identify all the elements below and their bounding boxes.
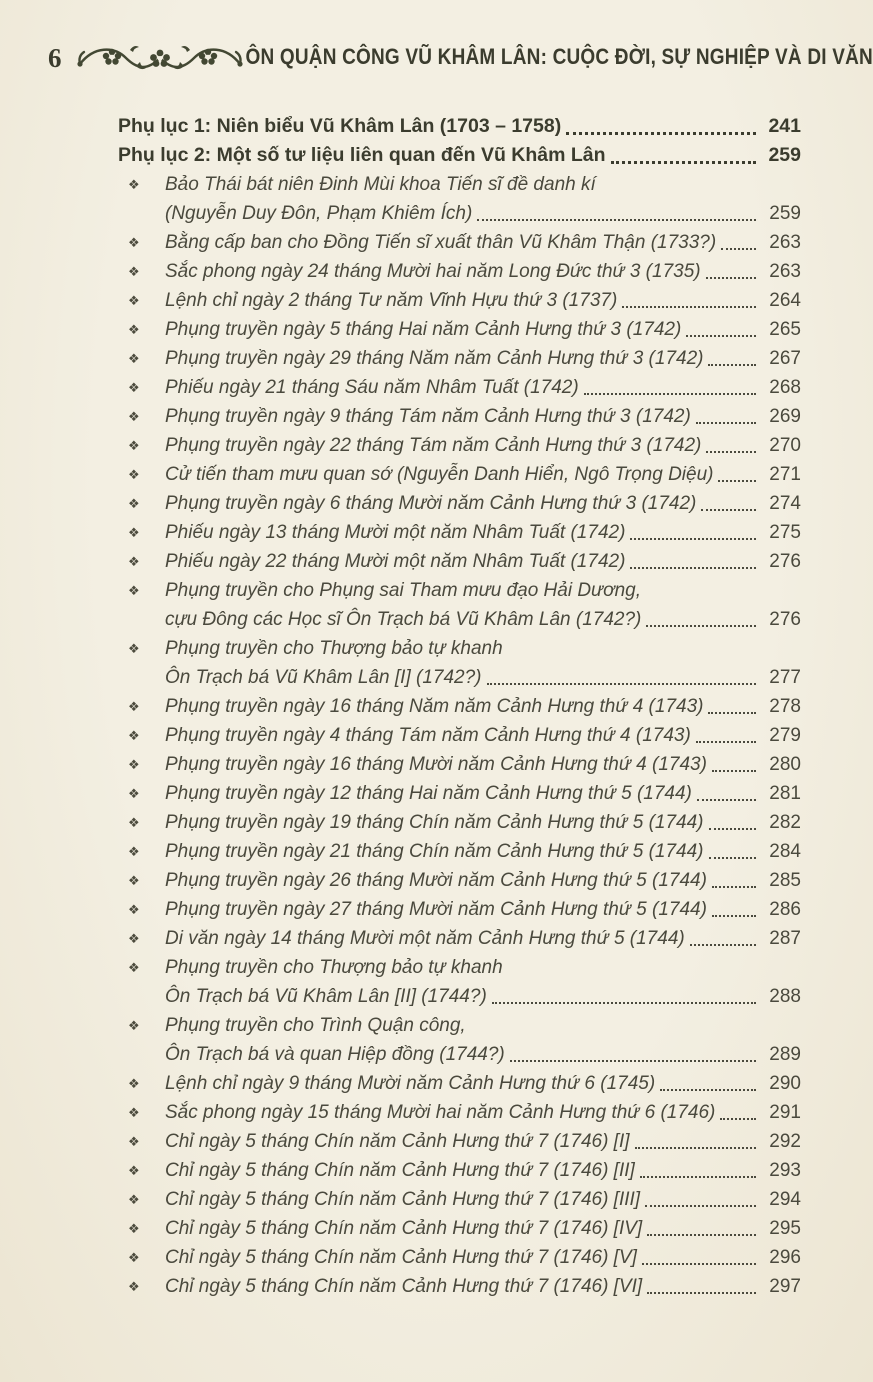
toc-entry	[118, 1242, 801, 1271]
toc-entry	[118, 517, 801, 546]
toc-entry-title: Phụng truyền ngày 6 tháng Mười năm Cảnh Hưng thứ 3 (1742)	[165, 493, 697, 514]
toc-entry-title: Chỉ ngày 5 tháng Chín năm Cảnh Hưng thứ 7 (1746) [II]	[165, 1160, 635, 1181]
toc-entry	[118, 1213, 801, 1242]
dot-leader	[712, 886, 756, 888]
toc-page-number: 271	[769, 464, 801, 485]
toc-entry-line	[118, 604, 801, 633]
diamond-bullet-icon: ❖	[128, 1221, 140, 1236]
diamond-bullet-icon: ❖	[128, 786, 140, 801]
diamond-bullet-icon: ❖	[128, 525, 140, 540]
toc-entry	[118, 952, 801, 1010]
toc-page-number: 263	[769, 261, 801, 282]
toc-page-number: 259	[768, 144, 801, 166]
dot-leader	[584, 393, 756, 395]
toc-entry-title: Ôn Trạch bá Vũ Khâm Lân [I] (1742?)	[165, 667, 482, 688]
toc-entry-line	[118, 256, 801, 285]
toc-entry-title: Phiếu ngày 21 tháng Sáu năm Nhâm Tuất (1742)	[165, 377, 579, 398]
toc-entry-line	[118, 691, 801, 720]
toc-entry-title: Phụng truyền cho Thượng bảo tự khanh	[165, 638, 503, 659]
diamond-bullet-icon: ❖	[128, 380, 140, 395]
dot-leader	[630, 538, 756, 540]
toc-entry-title: Chỉ ngày 5 tháng Chín năm Cảnh Hưng thứ 7 (1746) [V]	[165, 1247, 637, 1268]
toc-entry-title: Bằng cấp ban cho Đồng Tiến sĩ xuất thân Vũ Khâm Thận (1733?)	[165, 232, 717, 253]
toc-page-number: 241	[768, 115, 801, 137]
toc-entry-title: Chỉ ngày 5 tháng Chín năm Cảnh Hưng thứ 7 (1746) [I]	[165, 1131, 630, 1152]
diamond-bullet-icon: ❖	[128, 177, 140, 192]
toc-page-number: 296	[769, 1247, 801, 1268]
running-header	[48, 38, 873, 78]
toc-page-number: 280	[769, 754, 801, 775]
toc-page-number: 277	[769, 667, 801, 688]
toc-entry	[118, 488, 801, 517]
toc-page-number: 270	[769, 435, 801, 456]
toc-page-number: 263	[769, 232, 801, 253]
dot-leader	[566, 132, 756, 135]
diamond-bullet-icon: ❖	[128, 264, 140, 279]
toc-entry-line	[118, 198, 801, 227]
toc-entry-line	[118, 807, 801, 836]
toc-entry	[118, 1184, 801, 1213]
toc-entry	[118, 140, 801, 169]
toc-entry-title: Ôn Trạch bá và quan Hiệp đồng (1744?)	[165, 1044, 505, 1065]
running-header-title: ÔN QUẬN CÔNG VŨ KHÂM LÂN: CUỘC ĐỜI, SỰ NGHIỆP VÀ DI VĂN	[245, 45, 873, 70]
toc-entry	[118, 923, 801, 952]
toc-entry-title: Phụng truyền ngày 16 tháng Năm năm Cảnh Hưng thứ 4 (1743)	[165, 696, 704, 717]
dot-leader	[635, 1147, 756, 1149]
dot-leader	[646, 625, 756, 627]
toc-entry-title: Phụng truyền ngày 5 tháng Hai năm Cảnh Hưng thứ 3 (1742)	[165, 319, 682, 340]
diamond-bullet-icon: ❖	[128, 960, 140, 975]
toc-entry	[118, 169, 801, 227]
diamond-bullet-icon: ❖	[128, 1163, 140, 1178]
toc-entry-line	[118, 401, 801, 430]
toc-page-number: 274	[769, 493, 801, 514]
toc-entry-line	[118, 430, 801, 459]
toc-entry-line	[118, 285, 801, 314]
dot-leader	[492, 1002, 756, 1004]
dot-leader	[696, 422, 756, 424]
floral-ornament-icon	[74, 40, 246, 76]
diamond-bullet-icon: ❖	[128, 873, 140, 888]
toc-entry	[118, 256, 801, 285]
toc-list	[118, 111, 801, 1300]
toc-entry-title: cựu Đông các Học sĩ Ôn Trạch bá Vũ Khâm Lân (1742?)	[165, 609, 642, 630]
toc-page-number: 279	[769, 725, 801, 746]
toc-entry	[118, 314, 801, 343]
dot-leader	[647, 1234, 756, 1236]
toc-page-number: 281	[769, 783, 801, 804]
diamond-bullet-icon: ❖	[128, 728, 140, 743]
diamond-bullet-icon: ❖	[128, 293, 140, 308]
toc-entry	[118, 1126, 801, 1155]
toc-entry-line	[118, 343, 801, 372]
toc-entry	[118, 894, 801, 923]
toc-page-number: 294	[769, 1189, 801, 1210]
toc-entry-title: Lệnh chỉ ngày 9 tháng Mười năm Cảnh Hưng thứ 6 (1745)	[165, 1073, 656, 1094]
toc-entry	[118, 546, 801, 575]
toc-entry-line	[118, 1271, 801, 1300]
toc-page-number: 264	[769, 290, 801, 311]
toc-entry	[118, 807, 801, 836]
toc-entry-title: Phụng truyền cho Trình Quận công,	[165, 1015, 466, 1036]
toc-page-number: 265	[769, 319, 801, 340]
dot-leader	[720, 1118, 756, 1120]
toc-page-number: 282	[769, 812, 801, 833]
toc-entry	[118, 459, 801, 488]
toc-page-number: 289	[769, 1044, 801, 1065]
dot-leader	[642, 1263, 756, 1265]
diamond-bullet-icon: ❖	[128, 1192, 140, 1207]
toc-entry-title: Chỉ ngày 5 tháng Chín năm Cảnh Hưng thứ 7 (1746) [VI]	[165, 1276, 643, 1297]
toc-entry-line	[118, 1213, 801, 1242]
toc-entry-line	[118, 488, 801, 517]
toc-entry-line	[118, 923, 801, 952]
toc-page-number: 287	[769, 928, 801, 949]
toc-page-number: 276	[769, 609, 801, 630]
toc-entry-line	[118, 1126, 801, 1155]
diamond-bullet-icon: ❖	[128, 467, 140, 482]
dot-leader	[696, 741, 756, 743]
toc-entry	[118, 865, 801, 894]
toc-page-number: 292	[769, 1131, 801, 1152]
toc-page-number: 275	[769, 522, 801, 543]
toc-entry-line	[118, 575, 801, 604]
toc-entry	[118, 111, 801, 140]
diamond-bullet-icon: ❖	[128, 322, 140, 337]
toc-page-number: 290	[769, 1073, 801, 1094]
toc-entry	[118, 720, 801, 749]
dot-leader	[645, 1205, 756, 1207]
diamond-bullet-icon: ❖	[128, 1018, 140, 1033]
toc-entry-title: Lệnh chỉ ngày 2 tháng Tư năm Vĩnh Hựu thứ 3 (1737)	[165, 290, 618, 311]
diamond-bullet-icon: ❖	[128, 583, 140, 598]
toc-entry-line	[118, 314, 801, 343]
dot-leader	[712, 915, 756, 917]
dot-leader	[708, 712, 756, 714]
dot-leader	[706, 451, 756, 453]
toc-page-number: 293	[769, 1160, 801, 1181]
toc-entry	[118, 836, 801, 865]
diamond-bullet-icon: ❖	[128, 1250, 140, 1265]
toc-entry-line	[118, 1010, 801, 1039]
diamond-bullet-icon: ❖	[128, 496, 140, 511]
toc-entry-line	[118, 459, 801, 488]
toc-entry-line	[118, 140, 801, 169]
dot-leader	[477, 219, 756, 221]
toc-entry-line	[118, 111, 801, 140]
toc-page-number: 259	[769, 203, 801, 224]
toc-entry	[118, 285, 801, 314]
diamond-bullet-icon: ❖	[128, 844, 140, 859]
toc-entry-line	[118, 720, 801, 749]
toc-entry-title: Chỉ ngày 5 tháng Chín năm Cảnh Hưng thứ 7 (1746) [III]	[165, 1189, 641, 1210]
dot-leader	[611, 161, 756, 164]
toc-entry	[118, 430, 801, 459]
dot-leader	[718, 480, 756, 482]
toc-entry-title: Phụng truyền ngày 27 tháng Mười năm Cảnh Hưng thứ 5 (1744)	[165, 899, 707, 920]
toc-entry-title: Phụng truyền cho Thượng bảo tự khanh	[165, 957, 503, 978]
toc-entry	[118, 401, 801, 430]
diamond-bullet-icon: ❖	[128, 757, 140, 772]
toc-entry-line	[118, 662, 801, 691]
dot-leader	[712, 770, 756, 772]
diamond-bullet-icon: ❖	[128, 815, 140, 830]
toc-entry	[118, 633, 801, 691]
diamond-bullet-icon: ❖	[128, 409, 140, 424]
toc-entry-line	[118, 227, 801, 256]
toc-entry-title: Phụng truyền ngày 16 tháng Mười năm Cảnh Hưng thứ 4 (1743)	[165, 754, 707, 775]
dot-leader	[706, 277, 756, 279]
toc-entry-line	[118, 633, 801, 662]
toc-entry	[118, 691, 801, 720]
toc-entry-title: Phụ lục 1: Niên biểu Vũ Khâm Lân (1703 – 1758)	[118, 115, 562, 137]
toc-entry-line	[118, 169, 801, 198]
diamond-bullet-icon: ❖	[128, 554, 140, 569]
toc-entry-line	[118, 778, 801, 807]
toc-entry	[118, 343, 801, 372]
toc-entry-title: Phụng truyền cho Phụng sai Tham mưu đạo Hải Dương,	[165, 580, 641, 601]
toc-entry	[118, 1010, 801, 1068]
dot-leader	[622, 306, 756, 308]
toc-page-number: 295	[769, 1218, 801, 1239]
toc-entry-title: Phụng truyền ngày 29 tháng Năm năm Cảnh Hưng thứ 3 (1742)	[165, 348, 704, 369]
toc-entry	[118, 749, 801, 778]
toc-entry-line	[118, 1184, 801, 1213]
toc-entry-title: Ôn Trạch bá Vũ Khâm Lân [II] (1744?)	[165, 986, 487, 1007]
toc-entry-line	[118, 749, 801, 778]
toc-entry-title: Phụng truyền ngày 22 tháng Tám năm Cảnh Hưng thứ 3 (1742)	[165, 435, 702, 456]
dot-leader	[701, 509, 756, 511]
dot-leader	[640, 1176, 756, 1178]
dot-leader	[709, 857, 757, 859]
diamond-bullet-icon: ❖	[128, 1105, 140, 1120]
toc-entry-line	[118, 1097, 801, 1126]
toc-page-number: 285	[769, 870, 801, 891]
diamond-bullet-icon: ❖	[128, 351, 140, 366]
toc-page-number: 297	[769, 1276, 801, 1297]
dot-leader	[487, 683, 757, 685]
diamond-bullet-icon: ❖	[128, 931, 140, 946]
toc-page-number: 267	[769, 348, 801, 369]
toc-entry-title: Phụng truyền ngày 19 tháng Chín năm Cảnh Hưng thứ 5 (1744)	[165, 812, 704, 833]
toc-entry-title: Phụng truyền ngày 26 tháng Mười năm Cảnh Hưng thứ 5 (1744)	[165, 870, 707, 891]
toc-entry-title: Phụng truyền ngày 12 tháng Hai năm Cảnh Hưng thứ 5 (1744)	[165, 783, 692, 804]
dot-leader	[647, 1292, 756, 1294]
toc-page-number: 286	[769, 899, 801, 920]
dot-leader	[660, 1089, 756, 1091]
toc-entry-title: Bảo Thái bát niên Đinh Mùi khoa Tiến sĩ đề danh kí	[165, 174, 596, 195]
toc-entry	[118, 1068, 801, 1097]
dot-leader	[630, 567, 756, 569]
toc-entry-line	[118, 1039, 801, 1068]
toc-entry-line	[118, 952, 801, 981]
toc-entry-title: Di văn ngày 14 tháng Mười một năm Cảnh Hưng thứ 5 (1744)	[165, 928, 685, 949]
toc-entry	[118, 778, 801, 807]
toc-entry-line	[118, 865, 801, 894]
toc-page-number: 284	[769, 841, 801, 862]
dot-leader	[697, 799, 756, 801]
toc-entry-title: Sắc phong ngày 15 tháng Mười hai năm Cảnh Hưng thứ 6 (1746)	[165, 1102, 716, 1123]
dot-leader	[721, 248, 756, 250]
toc-entry-line	[118, 1242, 801, 1271]
toc-page-number: 278	[769, 696, 801, 717]
toc-entry-title: Phụ lục 2: Một số tư liệu liên quan đến Vũ Khâm Lân	[118, 144, 606, 166]
toc-entry-line	[118, 517, 801, 546]
toc-entry-line	[118, 372, 801, 401]
toc-entry-title: Phụng truyền ngày 4 tháng Tám năm Cảnh Hưng thứ 4 (1743)	[165, 725, 691, 746]
toc-entry-line	[118, 836, 801, 865]
toc-page-number: 268	[769, 377, 801, 398]
dot-leader	[708, 364, 756, 366]
dot-leader	[686, 335, 756, 337]
toc-entry-line	[118, 981, 801, 1010]
toc-entry	[118, 372, 801, 401]
diamond-bullet-icon: ❖	[128, 235, 140, 250]
dot-leader	[510, 1060, 756, 1062]
toc-entry-line	[118, 546, 801, 575]
toc-entry-title: Cử tiến tham mưu quan sớ (Nguyễn Danh Hiển, Ngô Trọng Diệu)	[165, 464, 714, 485]
dot-leader	[709, 828, 757, 830]
toc-entry-title: Chỉ ngày 5 tháng Chín năm Cảnh Hưng thứ 7 (1746) [IV]	[165, 1218, 643, 1239]
toc-entry-line	[118, 1155, 801, 1184]
diamond-bullet-icon: ❖	[128, 902, 140, 917]
toc-page-number: 291	[769, 1102, 801, 1123]
diamond-bullet-icon: ❖	[128, 699, 140, 714]
toc-page-number: 276	[769, 551, 801, 572]
toc-entry-title: Phiếu ngày 22 tháng Mười một năm Nhâm Tuất (1742)	[165, 551, 626, 572]
toc-entry-title: Sắc phong ngày 24 tháng Mười hai năm Long Đức thứ 3 (1735)	[165, 261, 701, 282]
toc-entry	[118, 1271, 801, 1300]
toc-entry	[118, 575, 801, 633]
toc-page-number: 288	[769, 986, 801, 1007]
toc-page-number: 269	[769, 406, 801, 427]
diamond-bullet-icon: ❖	[128, 1076, 140, 1091]
toc-entry-line	[118, 1068, 801, 1097]
toc-entry-title: Phiếu ngày 13 tháng Mười một năm Nhâm Tuất (1742)	[165, 522, 626, 543]
toc-entry	[118, 1097, 801, 1126]
diamond-bullet-icon: ❖	[128, 641, 140, 656]
diamond-bullet-icon: ❖	[128, 1134, 140, 1149]
toc-entry	[118, 1155, 801, 1184]
toc-entry-title: Phụng truyền ngày 21 tháng Chín năm Cảnh Hưng thứ 5 (1744)	[165, 841, 704, 862]
page-number: 6	[48, 42, 62, 73]
toc-entry-title: Phụng truyền ngày 9 tháng Tám năm Cảnh Hưng thứ 3 (1742)	[165, 406, 691, 427]
diamond-bullet-icon: ❖	[128, 438, 140, 453]
diamond-bullet-icon: ❖	[128, 1279, 140, 1294]
dot-leader	[690, 944, 756, 946]
toc-entry	[118, 227, 801, 256]
toc-entry-title: (Nguyễn Duy Đôn, Phạm Khiêm Ích)	[165, 203, 473, 224]
toc-entry-line	[118, 894, 801, 923]
